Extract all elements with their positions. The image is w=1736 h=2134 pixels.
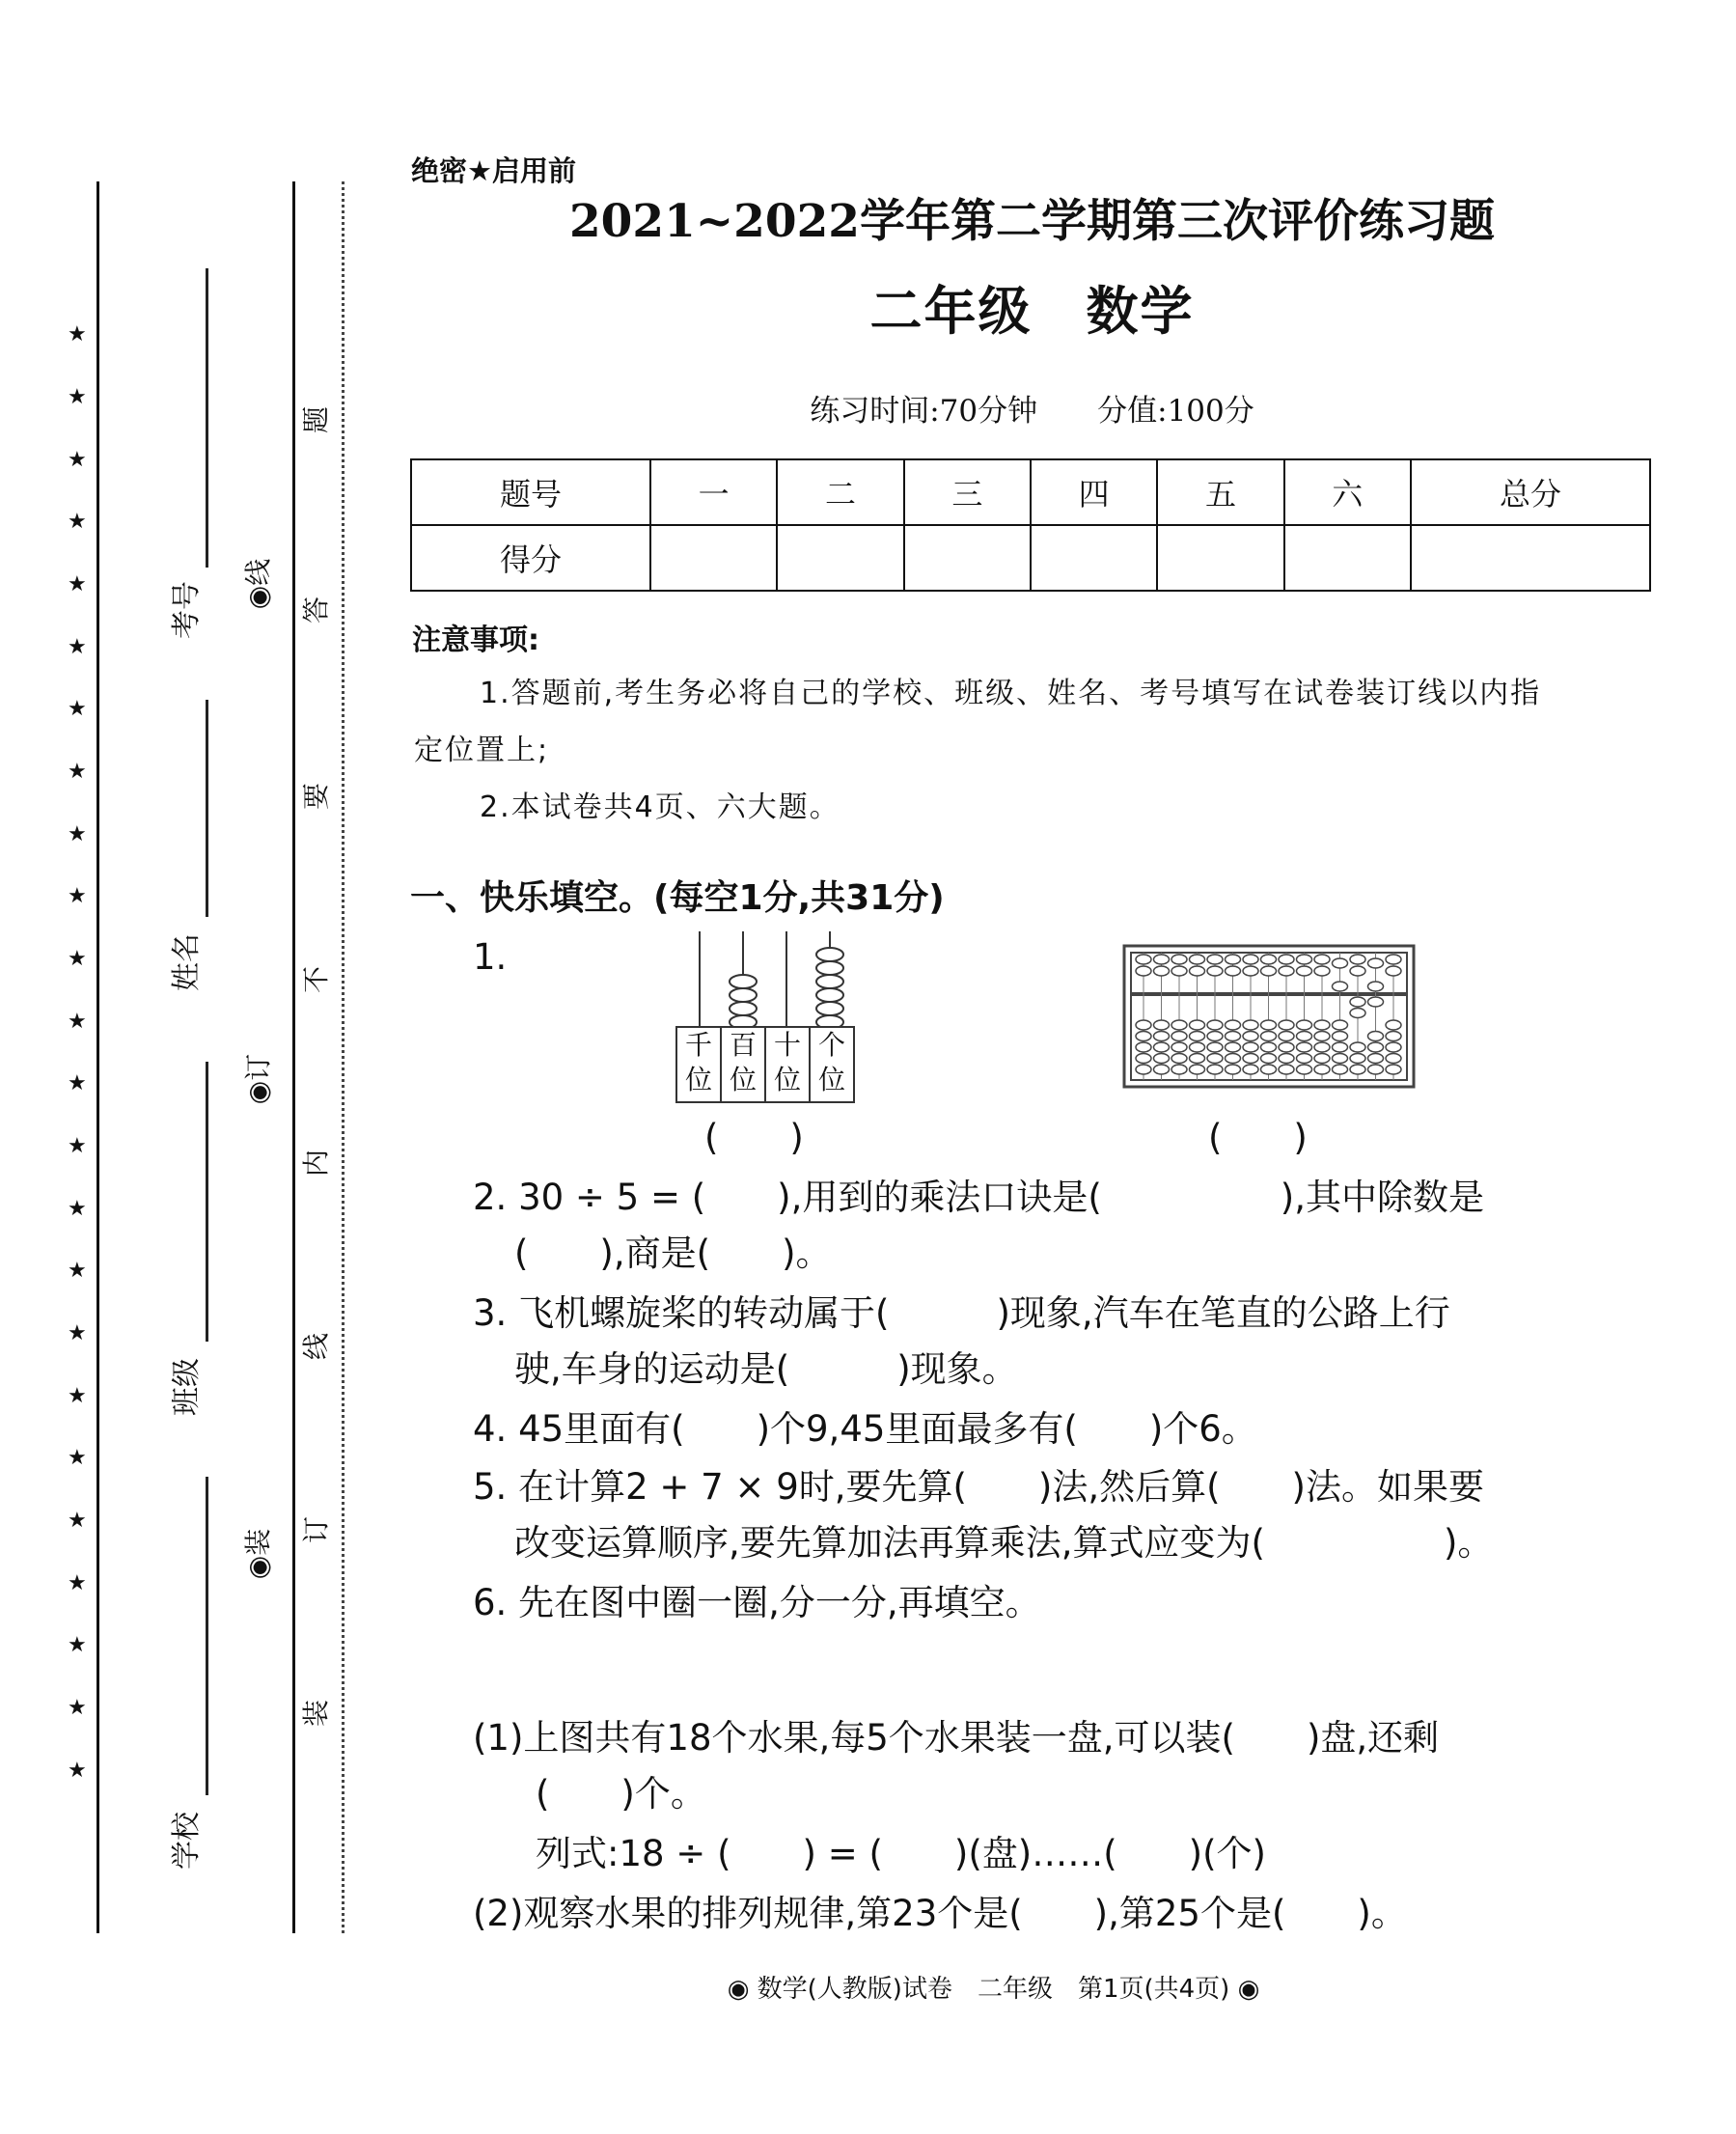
abacus-bead [1136, 1020, 1151, 1030]
abacus-bead [1314, 955, 1330, 964]
abacus-bead [1171, 1032, 1187, 1041]
page-footer: ◉ 数学(人教版)试卷 二年级 第1页(共4页) ◉ [727, 1975, 1260, 2004]
seal-icon: ◉ [1229, 1975, 1260, 2004]
table-cell: 六 [1284, 459, 1411, 525]
question-1-number: 1. [473, 936, 508, 978]
abacus-bead [1154, 1065, 1170, 1074]
question-2-line-1: 2. 30 ÷ 5 = ( ),用到的乘法口诀是( ),其中除数是 [473, 1177, 1484, 1218]
score-table-header-row [411, 459, 1650, 525]
abacus-bead [1386, 966, 1401, 976]
abacus-bead [1333, 1054, 1348, 1064]
class-label: 班级 [170, 1358, 204, 1416]
abacus-bead [1314, 1020, 1330, 1030]
abacus-bead [1190, 1065, 1205, 1074]
abacus-bead [1350, 1009, 1365, 1018]
seal-icon: ◉ [242, 585, 275, 610]
abacus-bead [1171, 1054, 1187, 1064]
school-field[interactable] [206, 1477, 208, 1795]
abacus-bead [1350, 997, 1365, 1007]
abacus-bead [1297, 1032, 1312, 1041]
abacus-bead [1386, 1020, 1401, 1030]
abacus-bead [1314, 1032, 1330, 1041]
question-4: 4. 45里面有( )个9,45里面最多有( )个6。 [473, 1408, 1257, 1450]
abacus-bead [1333, 982, 1348, 991]
abacus-bead [1207, 1032, 1223, 1041]
abacus-bead [1297, 1042, 1312, 1052]
score-cell[interactable] [904, 525, 1031, 591]
question-6-1-line-1: (1)上图共有18个水果,每5个水果装一盘,可以装( )盘,还剩 [473, 1717, 1440, 1759]
abacus-bead [1226, 1042, 1241, 1052]
abacus-bead [1136, 1054, 1151, 1064]
abacus-bead [1261, 966, 1277, 976]
abacus-bead [1136, 1042, 1151, 1052]
abacus-bead [1261, 955, 1277, 964]
question-1b-answer-blank[interactable]: ( ) [1208, 1117, 1308, 1158]
abacus-bead [1368, 958, 1384, 968]
counting-rod-figure [675, 931, 868, 1028]
abacus-bead [1243, 1054, 1258, 1064]
abacus-bead [1190, 1032, 1205, 1041]
question-6: 6. 先在图中圈一圈,分一分,再填空。 [473, 1582, 1041, 1623]
abacus-bead [1154, 955, 1170, 964]
abacus-bead [1368, 1065, 1384, 1074]
abacus-bead [1314, 966, 1330, 976]
exam-number-label: 考号 [170, 581, 204, 639]
abacus-bead [1171, 1065, 1187, 1074]
abacus-bead [1171, 1042, 1187, 1052]
binding-dotted-line [342, 181, 344, 1933]
exam-subtitle: 二年级 数学 [869, 280, 1195, 342]
exam-meta: 练习时间:70分钟 分值:100分 [810, 394, 1254, 429]
table-cell: 五 [1157, 459, 1283, 525]
abacus-bead [1136, 955, 1151, 964]
note-item: 定位置上; [414, 734, 550, 767]
abacus-bead [1350, 966, 1365, 976]
abacus-bead [1190, 955, 1205, 964]
confidential-label: 绝密★启用前 [411, 154, 576, 187]
question-2-line-2: ( ),商是( )。 [514, 1233, 832, 1274]
class-field[interactable] [206, 1062, 208, 1342]
abacus-bead [1171, 966, 1187, 976]
student-name-field[interactable] [206, 700, 208, 917]
score-cell[interactable] [1284, 525, 1411, 591]
question-6-1-formula: 列式:18 ÷ ( ) = ( )(盘)……( )(个) [536, 1833, 1266, 1874]
abacus-bead [1333, 1032, 1348, 1041]
abacus-bead [1297, 966, 1312, 976]
abacus-bead [1171, 1020, 1187, 1030]
question-6-1-line-2: ( )个。 [536, 1773, 706, 1815]
table-cell: 题号 [411, 459, 650, 525]
score-table-score-row [411, 525, 1650, 591]
abacus-bead [1297, 1054, 1312, 1064]
abacus-bead [1226, 1020, 1241, 1030]
question-1a-answer-blank[interactable]: ( ) [704, 1117, 804, 1158]
abacus-bead [1243, 1032, 1258, 1041]
abacus-bead [1243, 1020, 1258, 1030]
abacus-bead [1386, 955, 1401, 964]
binding-outer-line [96, 181, 99, 1933]
abacus-bead [1207, 1054, 1223, 1064]
abacus-bead [1279, 1042, 1294, 1052]
place-label-ones: 个位 [809, 1026, 855, 1103]
abacus-bead [1261, 1065, 1277, 1074]
abacus-bead [1136, 1065, 1151, 1074]
abacus-bead [1297, 1065, 1312, 1074]
abacus-bead [1333, 958, 1348, 968]
abacus-bead [1297, 1020, 1312, 1030]
abacus-bead [1350, 955, 1365, 964]
abacus-bead [1154, 1032, 1170, 1041]
note-item: 2.本试卷共4页、六大题。 [480, 790, 840, 824]
binding-mark-pack: ◉装 [242, 1528, 275, 1580]
abacus-bead [1279, 1020, 1294, 1030]
note-item: 1.答题前,考生务必将自己的学校、班级、姓名、考号填写在试卷装订线以内指 [480, 677, 1542, 710]
seal-icon: ◉ [727, 1975, 758, 2004]
abacus-bead [1368, 997, 1384, 1007]
abacus-bead [1207, 1020, 1223, 1030]
abacus-bead [1243, 966, 1258, 976]
abacus-bead [1261, 1042, 1277, 1052]
abacus-bead [1350, 1054, 1365, 1064]
abacus-bead [1333, 1020, 1348, 1030]
abacus-bead [1386, 1042, 1401, 1052]
abacus-bead [1261, 1054, 1277, 1064]
abacus-bead [1190, 966, 1205, 976]
abacus-bead [1314, 1054, 1330, 1064]
score-cell[interactable] [650, 525, 777, 591]
abacus-bead [1350, 1042, 1365, 1052]
abacus-bead [1207, 1042, 1223, 1052]
place-label-tens: 十位 [764, 1026, 811, 1103]
abacus-bead [1226, 1065, 1241, 1074]
student-name-label: 姓名 [170, 933, 204, 991]
abacus-bead [1279, 1054, 1294, 1064]
question-5-line-2: 改变运算顺序,要先算加法再算乘法,算式应变为( )。 [514, 1522, 1494, 1564]
abacus-bead [1386, 1054, 1401, 1064]
abacus-bead [1154, 1054, 1170, 1064]
abacus-bead [1243, 1065, 1258, 1074]
binding-mark-line: ◉线 [242, 558, 275, 610]
seal-icon: ◉ [242, 1555, 275, 1580]
abacus-bead [1386, 1065, 1401, 1074]
abacus-bead [1279, 966, 1294, 976]
abacus-bead [1368, 1032, 1384, 1041]
score-cell[interactable] [1031, 525, 1157, 591]
abacus-bead [1279, 1065, 1294, 1074]
score-cell[interactable] [1157, 525, 1283, 591]
abacus-bead [1207, 1065, 1223, 1074]
table-cell: 二 [777, 459, 903, 525]
table-cell: 一 [650, 459, 777, 525]
abacus-bead [1243, 1042, 1258, 1052]
abacus-bead [1333, 1065, 1348, 1074]
score-cell[interactable] [777, 525, 903, 591]
abacus-bead [1190, 1042, 1205, 1052]
question-3-line-2: 驶,车身的运动是( )现象。 [514, 1348, 1018, 1390]
abacus-bead [1261, 1020, 1277, 1030]
notes-heading: 注意事项: [412, 624, 539, 657]
abacus-bead [1368, 1042, 1384, 1052]
abacus-bead [1314, 1042, 1330, 1052]
abacus-bead [1226, 955, 1241, 964]
abacus-bead [1314, 1065, 1330, 1074]
exam-title: 2021~2022学年第二学期第三次评价练习题 [568, 195, 1495, 248]
abacus-bead [1171, 955, 1187, 964]
binding-mark-bind: ◉订 [242, 1053, 275, 1105]
abacus-bead [1190, 1020, 1205, 1030]
abacus-bead [1207, 966, 1223, 976]
binding-inner-line [292, 181, 295, 1933]
place-label-thousands: 千位 [675, 1026, 722, 1103]
abacus-bead [1226, 1054, 1241, 1064]
abacus-bead [1154, 966, 1170, 976]
abacus-bead [1368, 1054, 1384, 1064]
score-table [410, 458, 1651, 592]
table-cell: 四 [1031, 459, 1157, 525]
abacus-bead [1297, 955, 1312, 964]
abacus-bead [1136, 966, 1151, 976]
section-1-heading: 一、快乐填空。(每空1分,共31分) [410, 878, 945, 918]
abacus-bead [1279, 955, 1294, 964]
place-label-hundreds: 百位 [720, 1026, 766, 1103]
abacus-bead [1368, 982, 1384, 991]
abacus-bead [1226, 1032, 1241, 1041]
abacus-bead [1136, 1032, 1151, 1041]
question-3-line-1: 3. 飞机螺旋桨的转动属于( )现象,汽车在笔直的公路上行 [473, 1292, 1450, 1334]
abacus-bead [1333, 1042, 1348, 1052]
abacus-bead [1226, 966, 1241, 976]
question-6-2: (2)观察水果的排列规律,第23个是( ),第25个是( )。 [473, 1893, 1407, 1934]
abacus-bead [1350, 1065, 1365, 1074]
abacus-bead [1154, 1020, 1170, 1030]
table-cell: 总分 [1411, 459, 1650, 525]
school-label: 学校 [170, 1812, 204, 1870]
abacus-bead [1154, 1042, 1170, 1052]
abacus-bead [1190, 1054, 1205, 1064]
table-cell: 三 [904, 459, 1031, 525]
seal-icon: ◉ [242, 1080, 275, 1105]
abacus-bead [1386, 1032, 1401, 1041]
table-cell: 得分 [411, 525, 650, 591]
question-5-line-1: 5. 在计算2 + 7 × 9时,要先算( )法,然后算( )法。如果要 [473, 1466, 1484, 1508]
abacus-bead [1243, 955, 1258, 964]
abacus-figure [1122, 944, 1416, 1089]
abacus-bead [1207, 955, 1223, 964]
score-cell[interactable] [1411, 525, 1650, 591]
abacus-bead [1279, 1032, 1294, 1041]
abacus-bead [1261, 1032, 1277, 1041]
